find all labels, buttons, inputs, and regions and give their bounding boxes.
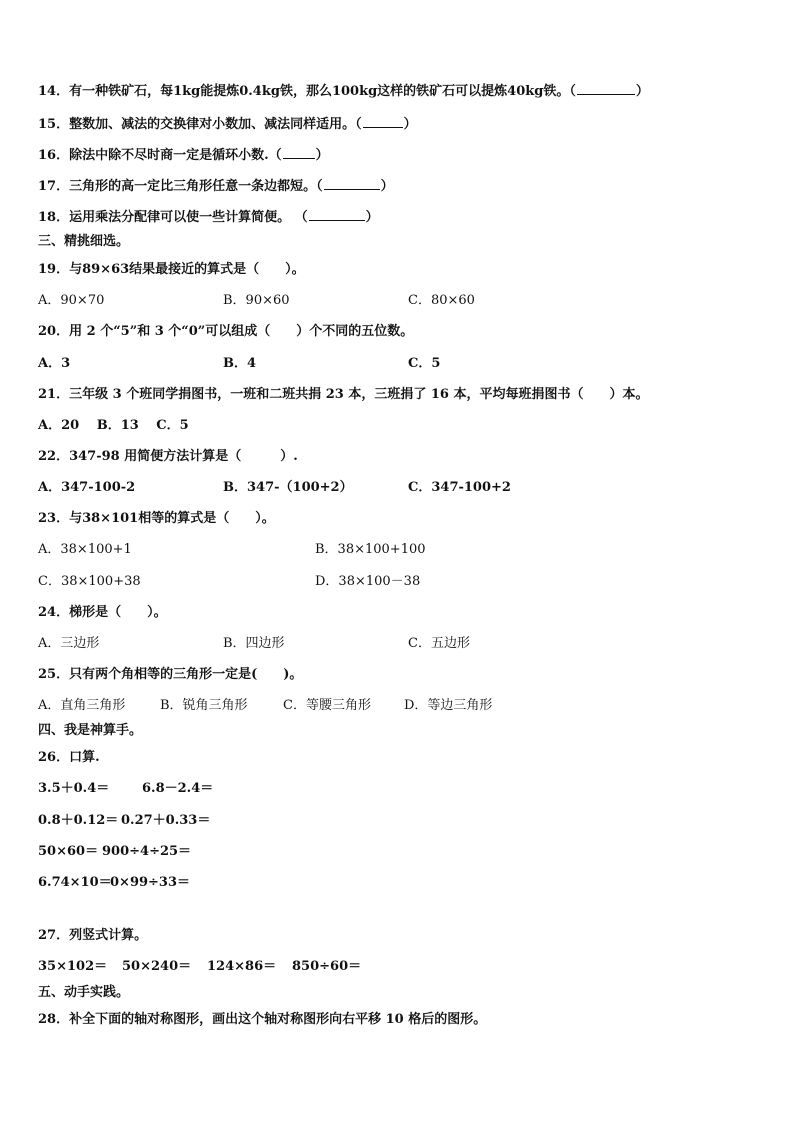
q23-option-d[interactable]: D．38×100－38 xyxy=(315,574,421,589)
question-18 xyxy=(38,208,379,227)
vertical-calc-item: 124×86＝ xyxy=(207,959,277,974)
question-22-stem: 22．347-98 用简便方法计算是（ ）. xyxy=(38,449,298,464)
mental-calc-item: 3.5＋0.4＝ xyxy=(38,781,110,796)
question-19-stem: 19．与89×63结果最接近的算式是（ ）。 xyxy=(38,262,305,277)
question-18-text: 18．运用乘法分配律可以使一些计算简便。 （ xyxy=(38,210,308,225)
section-4-title: 四、我是神算手。 xyxy=(38,723,143,738)
q25-option-d[interactable]: D．等边三角形 xyxy=(404,698,493,713)
vertical-calc-item: 35×102＝ xyxy=(38,959,108,974)
answer-blank[interactable] xyxy=(309,208,365,221)
q25-option-a[interactable]: A．直角三角形 xyxy=(38,698,126,713)
question-15-text: 15．整数加、减法的交换律对小数加、减法同样适用。（ xyxy=(38,117,362,132)
question-15 xyxy=(38,115,417,134)
mental-calc-item: 900÷4÷25＝ xyxy=(102,844,192,859)
question-17-text: 17．三角形的高一定比三角形任意一条边都短。（ xyxy=(38,179,323,194)
vertical-calc-item: 850÷60＝ xyxy=(292,959,362,974)
q20-option-a[interactable]: A．3 xyxy=(38,356,71,371)
question-16-text: 16．除法中除不尽时商一定是循环小数.（ xyxy=(38,148,282,163)
question-25-stem: 25．只有两个角相等的三角形一定是( )。 xyxy=(38,667,303,682)
question-16 xyxy=(38,146,329,165)
answer-blank[interactable] xyxy=(363,115,403,128)
mental-calc-item: 0.8＋0.12＝ xyxy=(38,813,119,828)
mental-calc-item: 0×99÷33＝ xyxy=(110,875,191,890)
question-20-stem: 20．用 2 个“5”和 3 个“0”可以组成（ ）个不同的五位数。 xyxy=(38,324,414,339)
q22-option-b[interactable]: B．347-（100+2） xyxy=(223,480,353,495)
section-3-title: 三、精挑细选。 xyxy=(38,234,130,249)
q23-option-a[interactable]: A．38×100+1 xyxy=(38,542,132,557)
q19-option-a[interactable]: A．90×70 xyxy=(38,293,105,308)
question-24-stem: 24．梯形是（ ）。 xyxy=(38,605,167,620)
q20-option-b[interactable]: B．4 xyxy=(223,356,257,371)
q24-option-b[interactable]: B．四边形 xyxy=(223,636,285,651)
question-17 xyxy=(38,177,394,196)
q19-option-c[interactable]: C．80×60 xyxy=(408,293,475,308)
question-28-stem: 28．补全下面的轴对称图形，画出这个轴对称图形向右平移 10 格后的图形。 xyxy=(38,1012,487,1027)
vertical-calc-item: 50×240＝ xyxy=(122,959,192,974)
section-5-title: 五、动手实践。 xyxy=(38,985,130,1000)
q21-options[interactable]: A．20 B．13 C．5 xyxy=(38,418,189,433)
q23-option-b[interactable]: B．38×100+100 xyxy=(315,542,426,557)
question-14-text: 14．有一种铁矿石，每1kg能提炼0.4kg铁，那么100kg这样的铁矿石可以提炼40kg铁。（ xyxy=(38,84,576,99)
q22-option-c[interactable]: C．347-100+2 xyxy=(408,480,511,495)
answer-blank[interactable] xyxy=(324,177,380,190)
question-18-close: ） xyxy=(365,210,379,225)
q19-option-b[interactable]: B．90×60 xyxy=(223,293,290,308)
question-26-stem: 26．口算. xyxy=(38,750,100,765)
mental-calc-item: 6.8－2.4＝ xyxy=(142,781,214,796)
q20-option-c[interactable]: C．5 xyxy=(408,356,441,371)
question-14 xyxy=(38,82,649,101)
question-23-stem: 23．与38×101相等的算式是（ ）。 xyxy=(38,511,275,526)
question-14-close: ） xyxy=(635,84,649,99)
q24-option-c[interactable]: C．五边形 xyxy=(408,636,470,651)
question-27-stem: 27．列竖式计算。 xyxy=(38,928,148,943)
q24-option-a[interactable]: A．三边形 xyxy=(38,636,100,651)
answer-blank[interactable] xyxy=(577,82,635,95)
q25-option-c[interactable]: C．等腰三角形 xyxy=(283,698,371,713)
mental-calc-item: 50×60＝ xyxy=(38,844,99,859)
answer-blank[interactable] xyxy=(283,146,315,159)
mental-calc-item: 6.74×10＝ xyxy=(38,875,112,890)
question-21-stem: 21．三年级 3 个班同学捐图书，一班和二班共捐 23 本，三班捐了 16 本，平均每班捐图书（ ）本。 xyxy=(38,387,649,402)
question-16-close: ） xyxy=(315,148,329,163)
q25-option-b[interactable]: B．锐角三角形 xyxy=(160,698,248,713)
question-17-close: ） xyxy=(380,179,394,194)
q22-option-a[interactable]: A．347-100-2 xyxy=(38,480,136,495)
q23-option-c[interactable]: C．38×100+38 xyxy=(38,574,141,589)
mental-calc-item: 0.27＋0.33＝ xyxy=(121,813,211,828)
question-15-close: ） xyxy=(403,117,417,132)
